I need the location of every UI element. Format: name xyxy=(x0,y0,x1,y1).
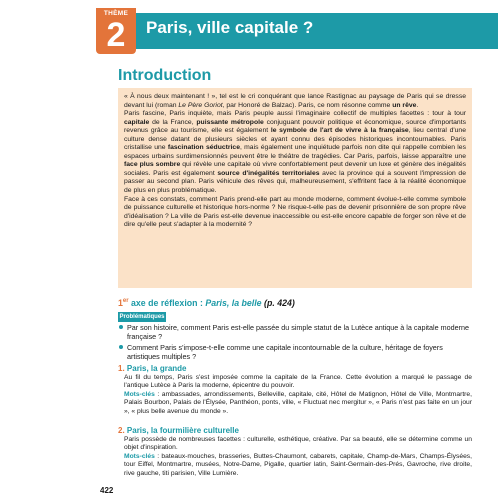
problematiques-list xyxy=(118,323,472,362)
problematiques-badge: Problématiques xyxy=(119,314,165,320)
theme-number: 2 xyxy=(106,16,126,54)
bullet-icon xyxy=(119,345,123,349)
intro-box xyxy=(118,88,472,288)
page-number: 422 xyxy=(100,486,114,495)
list-item: Comment Paris s'impose-t-elle comme une capitale incontournable de la culture, héritage de foyers artistiques multiples ? xyxy=(118,343,472,362)
intro-paragraph-2: Paris fascine, Paris inquiète, mais Paris peuple aussi l'imaginaire collectif de multiples facettes : tour à tour capitale de la France, puissante métropole conjuguant pouvoir politique et économique, source d'importants revenus grâce au tourisme, elle est également le symbole de l'art de vivre à la française, lieu central d'une culture dense datant de plusieurs siècles et ayant connu des épisodes historiques incontournables. Paris cristallise une fascination séductrice, mais également une inquiétude parfois non dite qui rappelle combien les espaces urbains surdimensionnés peuvent être le théâtre de tragédies. Car Paris, parfois, laisse apparaître une face plus sombre qui révèle une capitale où vivre confortablement peut devenir un luxe et génère des inégalités sociales. Paris est également source d'inégalités territoriales avec la province qui a souvent l'impression de passer au second plan. Paris véhicule des rêves qui, malheureusement, s'effritent face à la réalité économique de plus en plus problématique. xyxy=(124,110,467,195)
section-heading-1: 1. Paris, la grande xyxy=(118,364,187,373)
intro-paragraph-1: « À nous deux maintenant ! », tel est le cri conquérant que lance Rastignac au paysage de Paris qui se dresse devant lui (roman Le Père Goriot, par Honoré de Balzac). Paris, ce nom résonne comme un rêve. xyxy=(124,93,466,109)
section-heading-2: 2. Paris, la fourmilière culturelle xyxy=(118,426,239,435)
intro-title: Introduction xyxy=(118,67,212,84)
chapter-header xyxy=(0,0,498,60)
chapter-title: Paris, ville capitale ? xyxy=(146,18,314,37)
axis-heading: 1er axe de réflexion : Paris, la belle (p. 424) xyxy=(118,298,295,308)
bullet-icon xyxy=(119,325,123,329)
intro-paragraph-3: Face à ces constats, comment Paris prend-elle part au monde moderne, comment évolue-t-elle comme symbole de puissance culturelle et historique hors-norme ? Ne risque-t-elle pas de devenir prisonnière de son propre rêve d'idéalisation ? La ville de Paris est-elle devenue inaccessible ou est-elle encore capable de forger son rêve et de dire qu'elle peut s'adapter à la modernité ? xyxy=(124,195,466,229)
section-text-2: Paris possède de nombreuses facettes : culturelle, esthétique, créative. Par sa beauté, elle se détermine comme un objet d'inspiration. Mots-clés : bateaux-mouches, brasseries, Buttes-Chaumont, cabarets, capitale, Champ-de-Mars, Champs-Élysées, tour Eiffel, Montmartre, musées, Notre-Dame, Pigalle, quartier latin, Saint-Germain-des-Prés, Gavroche, rive droite, rive gauche, titi parisien, Ville Lumière. xyxy=(124,436,472,477)
theme-label: THÈME xyxy=(103,10,129,17)
theme-badge xyxy=(96,8,136,54)
section-text-1: Au fil du temps, Paris s'est imposée comme la capitale de la France. Cette évolution a marqué le passage de l'antique Lutèce à Paris la moderne, épicentre du pouvoir. Mots-clés : ambassades, arrondissements, Belleville, capitale, cité, Hôtel de Matignon, Hôtel de Ville, Montmartre, Palais Bourbon, Palais de l'Élysée, Panthéon, ponts, ville, « Fluctuat nec mergitur », « Paris n'est pas faite en un jour », « plus belle avenue du monde ». xyxy=(124,374,472,415)
list-item: Par son histoire, comment Paris est-elle passée du simple statut de la Lutèce antique à la capitale moderne française ? xyxy=(118,323,472,342)
